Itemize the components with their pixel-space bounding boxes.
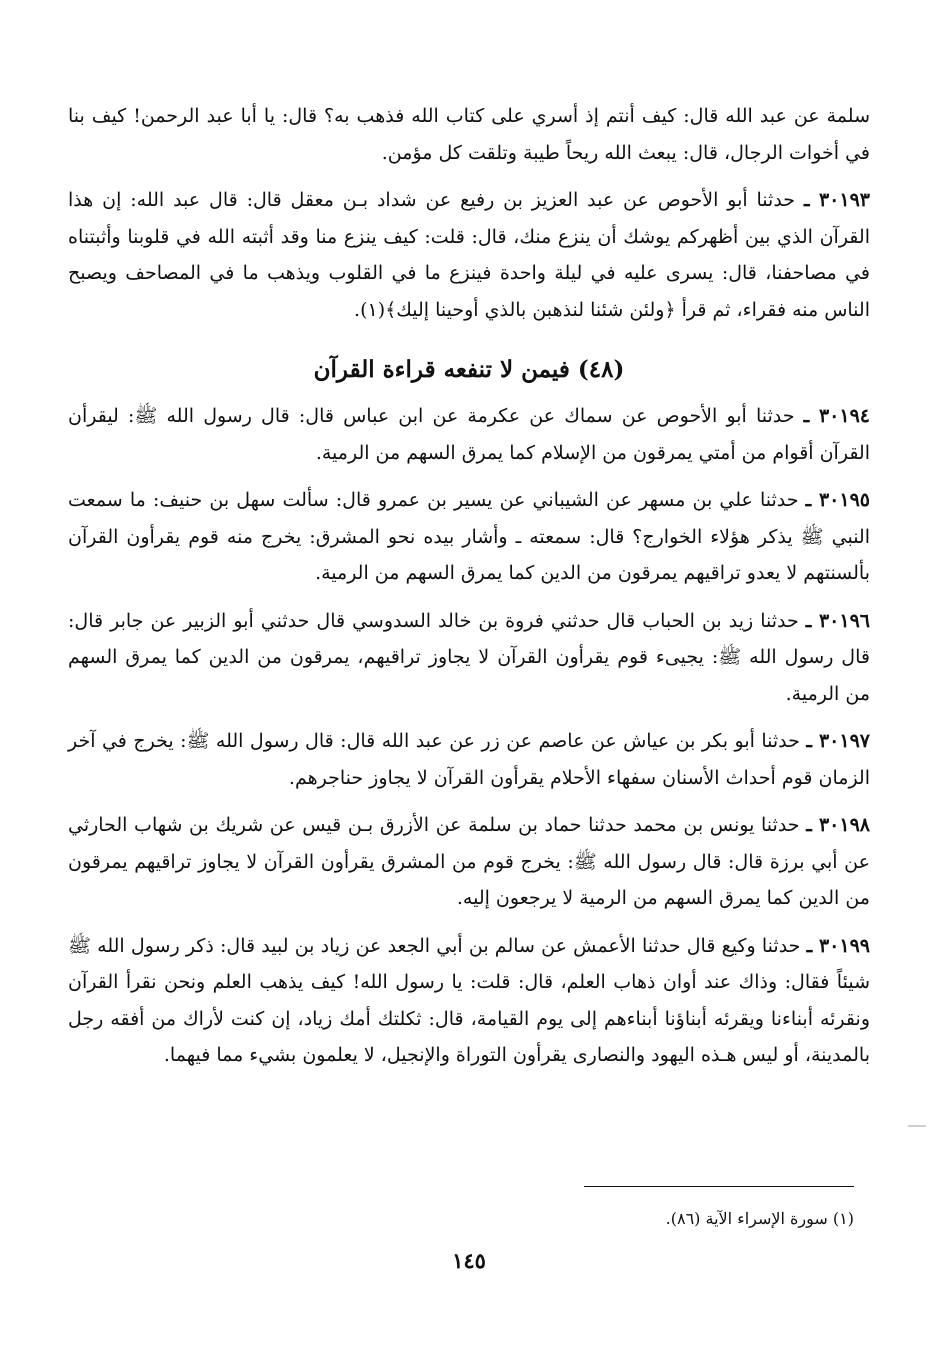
paragraph-30198 [68, 807, 870, 917]
hadith-text: حدثنا أبو الأحوص عن سماك عن عكرمة عن ابن عباس قال: قال رسول الله ﷺ: ليقرأن القرآن أقوام من أمتي يمرقون من الإسلام كما يمرق السهم من الرمية. [68, 405, 870, 464]
paragraph-30196 [68, 603, 870, 713]
hadith-number: ٣٠١٩٦ ـ [805, 609, 870, 632]
hadith-text: حدثنا علي بن مسهر عن الشيباني عن يسير بن عمرو قال: سألت سهل بن حنيف: ما سمعت النبي ﷺ يذكر هؤلاء الخوارج؟ قال: سمعته ـ وأشار بيده نحو المشرق: يخرج منه قوم يقرأون القرآن بألسنتهم لا يعدو تراقيهم يمرقون من الدين كما يمرق السهم من الرمية. [68, 489, 870, 584]
hadith-text: حدثنا أبو بكر بن عياش عن عاصم عن زر عن عبد الله قال: قال رسول الله ﷺ: يخرج في آخر الزمان قوم أحداث الأسنان سفهاء الأحلام يقرأون القرآن لا يجاوز حناجرهم. [68, 730, 870, 789]
section-heading: (٤٨) فيمن لا تنفعه قراءة القرآن [313, 356, 625, 383]
hadith-number: ٣٠١٩٩ ـ [806, 934, 870, 957]
hadith-number: ٣٠١٩٤ ـ [803, 405, 870, 427]
footnote-divider [584, 1186, 854, 1187]
hadith-number: ٣٠١٩٨ ـ [806, 814, 870, 836]
hadith-number: ٣٠١٩٧ ـ [806, 730, 870, 752]
paragraph-30193 [68, 182, 870, 328]
footnote: (١) سورة الإسراء الآية (٨٦). [665, 1209, 854, 1228]
paragraph-30195 [68, 482, 870, 592]
scan-artifact [908, 1125, 926, 1127]
paragraph-30194 [68, 398, 870, 471]
hadith-text: سلمة عن عبد الله قال: كيف أنتم إذ أسري على كتاب الله فذهب به؟ قال: يا أبا عبد الرحمن! كيف بنا في أخوات الرجال، قال: يبعث الله ريحاً طيبة وتلقت كل مؤمن. [68, 105, 870, 164]
paragraph-30199 [68, 928, 870, 1074]
hadith-text: حدثنا زيد بن الحباب قال حدثني فروة بن خالد السدوسي قال حدثني أبو الزبير عن جابر قال: قال رسول الله ﷺ: يجيىء قوم يقرأون القرآن لا يجاوز تراقيهم، يمرقون من الدين كما يمرق السهم من الرمية. [68, 609, 870, 705]
paragraph-30197 [68, 723, 870, 796]
hadith-text: حدثنا أبو الأحوص عن عبد العزيز بن رفيع عن شداد بـن معقل قال: قال عبد الله: إن هذا القرآن الذي بين أظهركم يوشك أن ينزع منك، قال: قلت: كيف ينزع منا وقد أثبته الله في قلوبنا وأثبتناه في مصاحفنا، قال: يسرى عليه في ليلة واحدة فينزع ما في القلوب ويذهب ما في المصاحف ويصبح الناس منه فقراء، ثم قرأ ﴿ولئن شئنا لنذهبن بالذي أوحينا إليك﴾(١). [68, 189, 870, 321]
hadith-number: ٣٠١٩٣ ـ [803, 189, 870, 211]
page-number: ١٤٥ [452, 1248, 486, 1273]
hadith-text: حدثنا وكيع قال حدثنا الأعمش عن سالم بن أبي الجعد عن زياد بن لبيد قال: ذكر رسول الله ﷺ شيئاً فقال: وذاك عند أوان ذهاب العلم، قال: قلت: يا رسول الله! كيف يذهب العلم ونحن نقرأ القرآن ونقرئه أبناءنا ويقرئه أبناؤنا أبناءهم إلى يوم القيامة، قال: ثكلتك أمك زياد، إن كنت لأراك من أفقه رجل بالمدينة، أو ليس هـذه اليهود والنصارى يقرأون التوراة والإنجيل، لا يعلمون بشيء مما فيهما. [68, 934, 870, 1066]
hadith-text: حدثنا يونس بن محمد حدثنا حماد بن سلمة عن الأزرق بـن قيس عن شريك بن شهاب الحارثي عن أبي برزة قال: قال رسول الله ﷺ: يخرج قوم من المشرق يقرأون القرآن لا يجاوز تراقيهم يمرقون من الدين كما يمرق السهم من الرمية لا يرجعون إليه. [68, 814, 870, 909]
hadith-number: ٣٠١٩٥ ـ [805, 489, 870, 511]
paragraph-continuation [68, 98, 870, 171]
